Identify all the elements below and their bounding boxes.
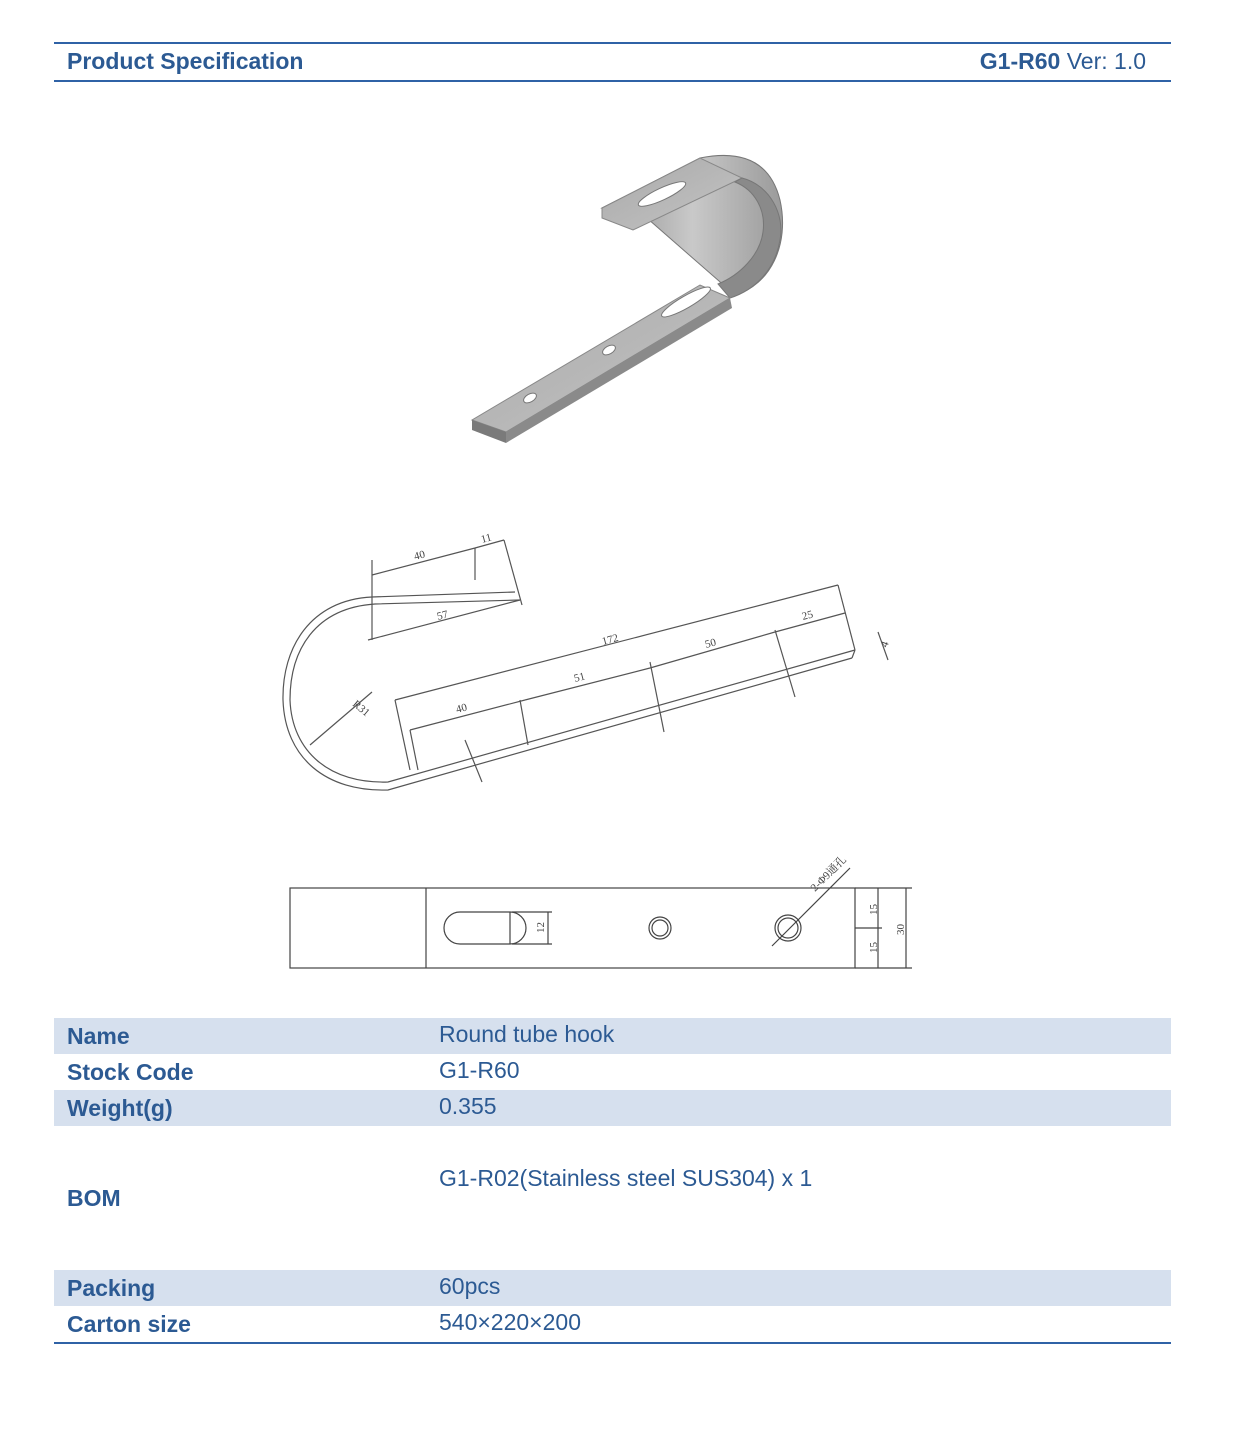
hook-side-view <box>283 540 888 790</box>
spec-table <box>54 1018 1171 1342</box>
name-value: Round tube hook <box>439 1021 615 1047</box>
dim-holes: 2-Φ9通孔 <box>808 854 849 895</box>
name-label: Name <box>67 1023 130 1049</box>
dim-40-bottom: 40 <box>454 701 469 716</box>
spec-row-stock-code <box>54 1054 1171 1090</box>
dim-172: 172 <box>600 632 620 648</box>
weight-label: Weight(g) <box>67 1095 173 1121</box>
bom-value: G1-R02(Stainless steel SUS304) x 1 <box>439 1165 813 1191</box>
dim-slot-12: 12 <box>535 922 547 933</box>
table-bottom-rule <box>54 1342 1171 1344</box>
dim-30: 30 <box>895 924 907 935</box>
packing-value: 60pcs <box>439 1273 501 1299</box>
spec-row-carton-size <box>54 1306 1171 1342</box>
stock-code-label: Stock Code <box>67 1059 194 1085</box>
dim-15-upper: 15 <box>868 904 880 915</box>
hook-3d-render <box>472 155 783 443</box>
dim-thickness: 4 <box>878 639 892 650</box>
product-code: G1-R60 <box>979 48 1061 74</box>
bom-label: BOM <box>67 1185 121 1211</box>
dim-r31: R31 <box>350 698 372 720</box>
version-label: Ver: 1.0 <box>1066 48 1146 74</box>
dim-57: 57 <box>435 608 450 623</box>
dim-40-top: 40 <box>412 548 427 563</box>
dim-11: 11 <box>479 531 494 546</box>
page-title: Product Specification <box>67 48 304 74</box>
carton-size-label: Carton size <box>67 1311 191 1337</box>
plan-view-dimensions <box>535 853 907 953</box>
spec-row-packing <box>54 1270 1171 1306</box>
spec-row-bom <box>54 1126 1171 1270</box>
dim-15-lower: 15 <box>868 942 880 953</box>
weight-value: 0.355 <box>439 1093 497 1119</box>
dim-51: 51 <box>572 670 587 685</box>
dim-25: 25 <box>800 608 815 623</box>
spec-row-weight <box>54 1090 1171 1126</box>
packing-label: Packing <box>67 1275 156 1301</box>
dim-50: 50 <box>703 636 718 651</box>
stock-code-value: G1-R60 <box>439 1057 520 1083</box>
carton-size-value: 540×220×200 <box>439 1309 581 1335</box>
spec-row-name <box>54 1018 1171 1054</box>
